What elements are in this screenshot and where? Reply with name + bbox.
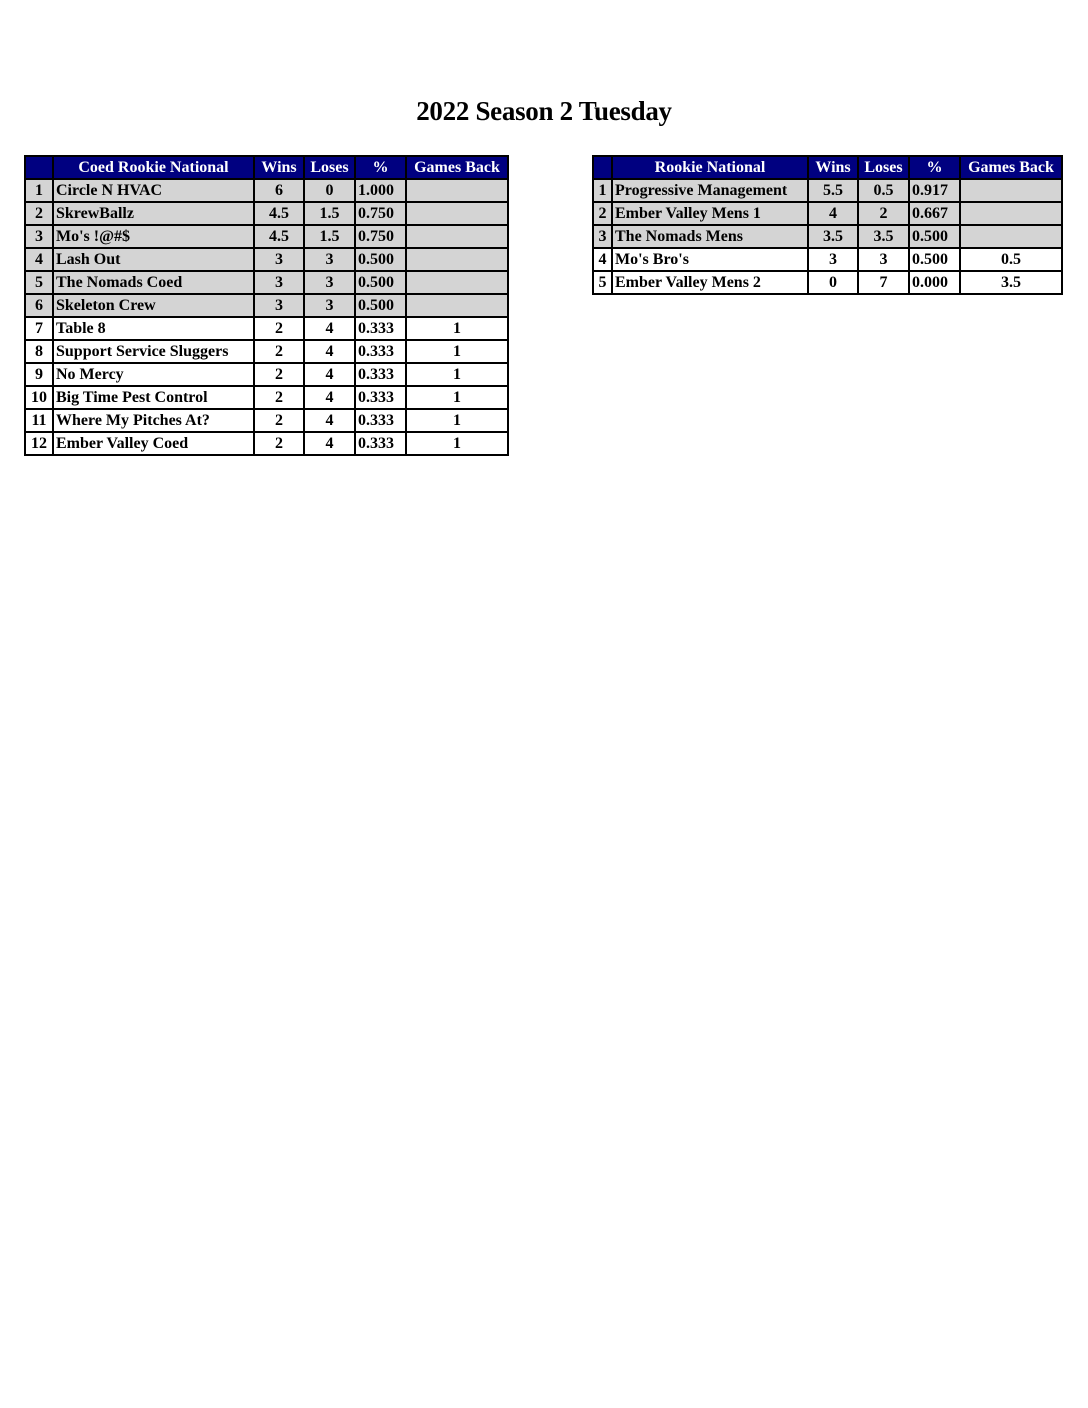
- loses-cell: 4: [304, 386, 355, 409]
- loses-cell: 4: [304, 363, 355, 386]
- team-name-cell: SkrewBallz: [53, 202, 254, 225]
- loses-cell: 3: [304, 248, 355, 271]
- wins-cell: 2: [254, 340, 304, 363]
- pct-column-header: %: [909, 156, 960, 179]
- loses-cell: 4: [304, 432, 355, 455]
- rank-cell: 12: [25, 432, 53, 455]
- rank-cell: 7: [25, 317, 53, 340]
- team-name-cell: No Mercy: [53, 363, 254, 386]
- loses-cell: 3: [304, 271, 355, 294]
- rank-cell: 4: [593, 248, 612, 271]
- team-name-cell: Support Service Sluggers: [53, 340, 254, 363]
- table-row: [25, 225, 508, 248]
- table-header-row: [25, 156, 508, 179]
- rank-cell: 3: [593, 225, 612, 248]
- wins-cell: 2: [254, 409, 304, 432]
- games-back-cell: [960, 179, 1062, 202]
- table1-body: [25, 179, 508, 455]
- pct-cell: 0.667: [909, 202, 960, 225]
- pct-cell: 0.750: [355, 202, 406, 225]
- games-back-cell: 1: [406, 340, 508, 363]
- rank-cell: 2: [593, 202, 612, 225]
- wins-cell: 3: [254, 294, 304, 317]
- wins-cell: 3: [254, 271, 304, 294]
- pct-cell: 0.333: [355, 432, 406, 455]
- table-row: [25, 363, 508, 386]
- table-row: [25, 340, 508, 363]
- team-name-cell: Progressive Management: [612, 179, 808, 202]
- wins-cell: 3.5: [808, 225, 858, 248]
- games-back-cell: 3.5: [960, 271, 1062, 294]
- team-name-cell: Circle N HVAC: [53, 179, 254, 202]
- games-back-cell: [960, 202, 1062, 225]
- games-back-cell: 1: [406, 317, 508, 340]
- pct-cell: 0.333: [355, 409, 406, 432]
- team-name-cell: Ember Valley Mens 1: [612, 202, 808, 225]
- pct-column-header: %: [355, 156, 406, 179]
- table-row: [593, 225, 1062, 248]
- wins-cell: 2: [254, 363, 304, 386]
- wins-cell: 2: [254, 432, 304, 455]
- table-row: [25, 294, 508, 317]
- rank-cell: 5: [593, 271, 612, 294]
- team-column-header: Rookie National: [612, 156, 808, 179]
- wins-cell: 4.5: [254, 225, 304, 248]
- pct-cell: 0.500: [355, 271, 406, 294]
- pct-cell: 0.500: [355, 294, 406, 317]
- loses-column-header: Loses: [304, 156, 355, 179]
- pct-cell: 0.333: [355, 363, 406, 386]
- pct-cell: 0.500: [909, 225, 960, 248]
- team-name-cell: Skeleton Crew: [53, 294, 254, 317]
- table-row: [25, 317, 508, 340]
- rank-cell: 1: [593, 179, 612, 202]
- games-back-cell: [406, 248, 508, 271]
- team-name-cell: Ember Valley Mens 2: [612, 271, 808, 294]
- loses-cell: 2: [858, 202, 909, 225]
- loses-cell: 3.5: [858, 225, 909, 248]
- table-row: [25, 248, 508, 271]
- rank-column-header: [25, 156, 53, 179]
- games-back-cell: [406, 179, 508, 202]
- games-back-column-header: Games Back: [960, 156, 1062, 179]
- team-name-cell: Lash Out: [53, 248, 254, 271]
- team-column-header: Coed Rookie National: [53, 156, 254, 179]
- rank-cell: 5: [25, 271, 53, 294]
- rank-cell: 9: [25, 363, 53, 386]
- rank-cell: 4: [25, 248, 53, 271]
- loses-cell: 4: [304, 409, 355, 432]
- table-row: [25, 432, 508, 455]
- table-row: [593, 202, 1062, 225]
- loses-cell: 3: [304, 294, 355, 317]
- wins-cell: 6: [254, 179, 304, 202]
- wins-cell: 5.5: [808, 179, 858, 202]
- team-name-cell: Mo's !@#$: [53, 225, 254, 248]
- rank-cell: 2: [25, 202, 53, 225]
- rank-cell: 10: [25, 386, 53, 409]
- pct-cell: 0.750: [355, 225, 406, 248]
- pct-cell: 0.000: [909, 271, 960, 294]
- team-name-cell: The Nomads Mens: [612, 225, 808, 248]
- games-back-cell: [406, 271, 508, 294]
- games-back-cell: 1: [406, 363, 508, 386]
- rank-cell: 3: [25, 225, 53, 248]
- wins-cell: 3: [808, 248, 858, 271]
- pct-cell: 0.333: [355, 317, 406, 340]
- team-name-cell: Ember Valley Coed: [53, 432, 254, 455]
- wins-column-header: Wins: [808, 156, 858, 179]
- wins-cell: 4: [808, 202, 858, 225]
- team-name-cell: Mo's Bro's: [612, 248, 808, 271]
- loses-column-header: Loses: [858, 156, 909, 179]
- loses-cell: 0: [304, 179, 355, 202]
- rank-cell: 11: [25, 409, 53, 432]
- games-back-column-header: Games Back: [406, 156, 508, 179]
- games-back-cell: 0.5: [960, 248, 1062, 271]
- rank-cell: 1: [25, 179, 53, 202]
- games-back-cell: 1: [406, 432, 508, 455]
- games-back-cell: 1: [406, 386, 508, 409]
- table-row: [25, 202, 508, 225]
- table-row: [593, 248, 1062, 271]
- wins-cell: 3: [254, 248, 304, 271]
- table-row: [25, 271, 508, 294]
- coed-rookie-national-standings-table: [24, 155, 509, 456]
- games-back-cell: 1: [406, 409, 508, 432]
- pct-cell: 0.333: [355, 386, 406, 409]
- games-back-cell: [406, 225, 508, 248]
- wins-cell: 2: [254, 317, 304, 340]
- table2-body: [593, 179, 1062, 294]
- loses-cell: 3: [858, 248, 909, 271]
- table-row: [593, 271, 1062, 294]
- loses-cell: 4: [304, 317, 355, 340]
- games-back-cell: [960, 225, 1062, 248]
- team-name-cell: Where My Pitches At?: [53, 409, 254, 432]
- pct-cell: 0.500: [909, 248, 960, 271]
- loses-cell: 0.5: [858, 179, 909, 202]
- wins-cell: 4.5: [254, 202, 304, 225]
- wins-column-header: Wins: [254, 156, 304, 179]
- rank-cell: 6: [25, 294, 53, 317]
- rank-cell: 8: [25, 340, 53, 363]
- pct-cell: 0.500: [355, 248, 406, 271]
- games-back-cell: [406, 202, 508, 225]
- pct-cell: 1.000: [355, 179, 406, 202]
- table-row: [25, 386, 508, 409]
- team-name-cell: Table 8: [53, 317, 254, 340]
- pct-cell: 0.917: [909, 179, 960, 202]
- team-name-cell: The Nomads Coed: [53, 271, 254, 294]
- wins-cell: 2: [254, 386, 304, 409]
- table-row: [593, 179, 1062, 202]
- table-row: [25, 409, 508, 432]
- loses-cell: 1.5: [304, 202, 355, 225]
- team-name-cell: Big Time Pest Control: [53, 386, 254, 409]
- games-back-cell: [406, 294, 508, 317]
- loses-cell: 4: [304, 340, 355, 363]
- loses-cell: 7: [858, 271, 909, 294]
- loses-cell: 1.5: [304, 225, 355, 248]
- rookie-national-standings-table: [592, 155, 1063, 295]
- table-header-row: [593, 156, 1062, 179]
- pct-cell: 0.333: [355, 340, 406, 363]
- wins-cell: 0: [808, 271, 858, 294]
- rank-column-header: [593, 156, 612, 179]
- table-row: [25, 179, 508, 202]
- page-title: 2022 Season 2 Tuesday: [416, 96, 672, 126]
